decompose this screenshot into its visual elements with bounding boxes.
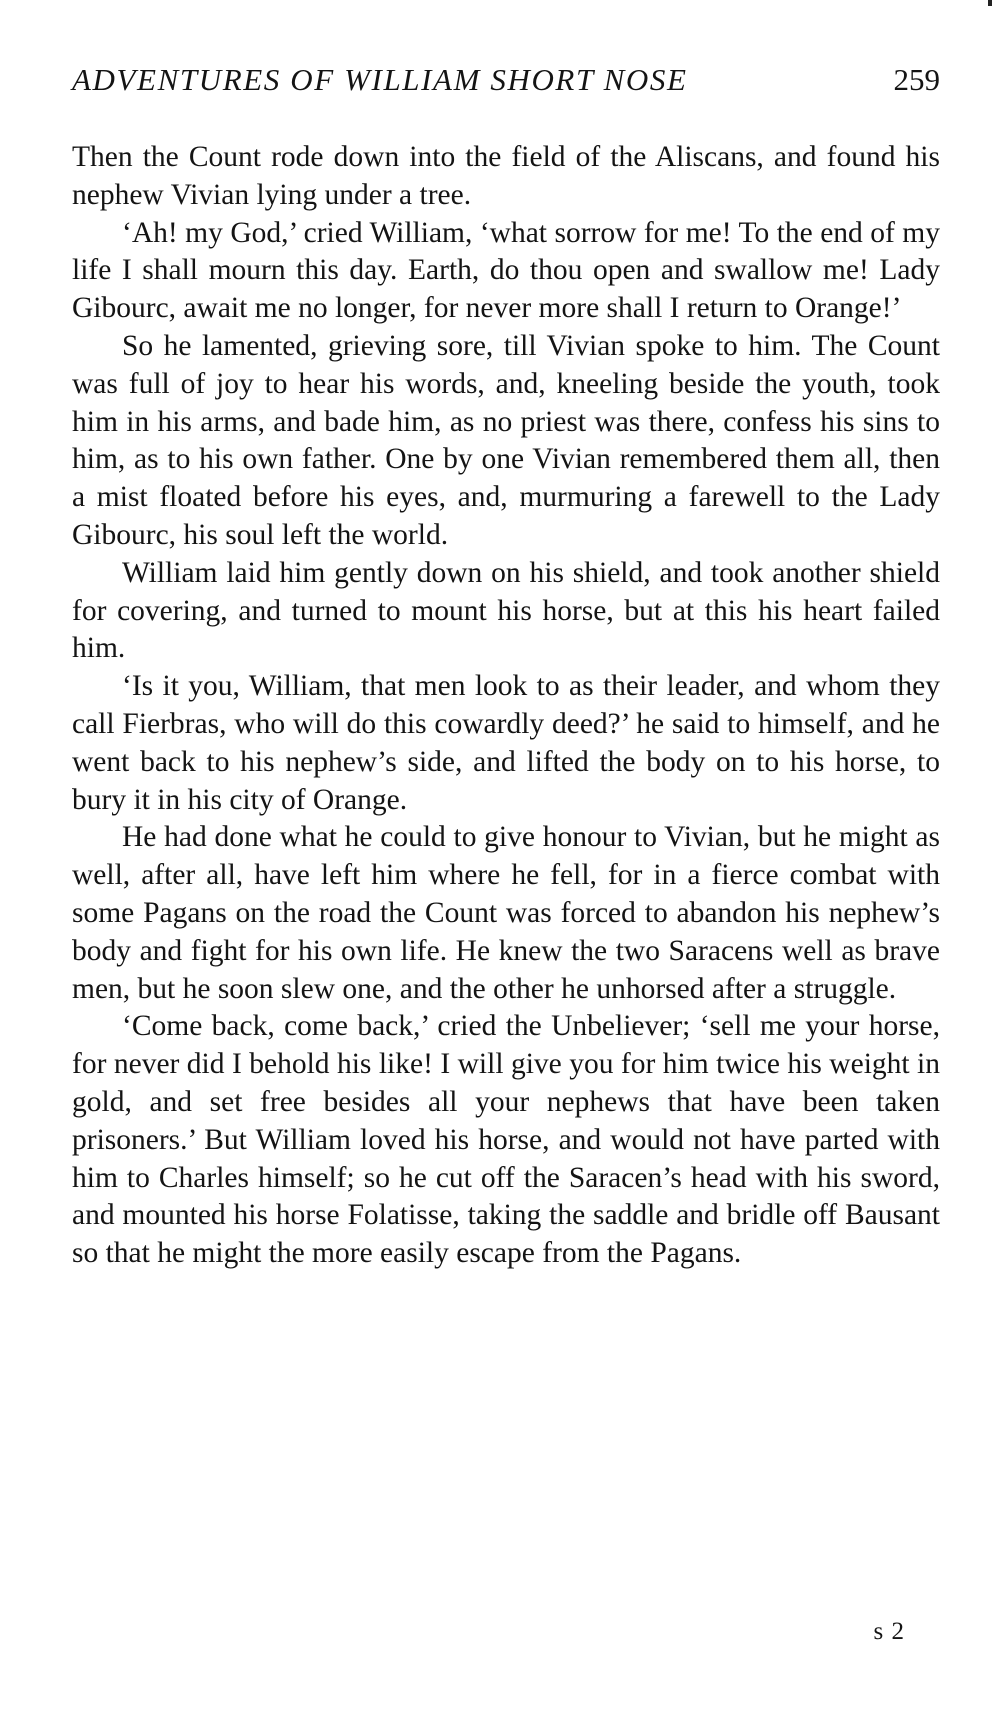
scan-mark — [988, 0, 992, 6]
paragraph: ‘Come back, come back,’ cried the Unbeliever; ‘sell me your horse, for never did I behold his like! I will give you for him twice his weight in gold, and set free besides all your nephews that have been taken prisoners.’ But William loved his horse, and would not have parted with him to Charles himself; so he cut off the Saracen’s head with his sword, and mounted his horse Folatisse, taking the saddle and bridle off Bausant so that he might the more easily escape from the Pagans. — [72, 1010, 940, 1270]
paragraph: ‘Ah! my God,’ cried William, ‘what sorrow for me! To the end of my life I shall mourn this day. Earth, do thou open and swallow me! Lady Gibourc, await me no longer, for never more shall I return to Orange!’ — [72, 216, 940, 325]
paragraph: ‘Is it you, William, that men look to as their leader, and whom they call Fierbras, who will do this cowardly deed?’ he said to himself, and he went back to his nephew’s side, and lifted the body on to his horse, to bury it in his city of Orange. — [72, 670, 940, 816]
paragraph: He had done what he could to give honour to Vivian, but he might as well, after all, have left him where he fell, for in a fierce combat with some Pagans on the road the Count was forced to abandon his nephew’s body and fight for his own life. He knew the two Saracens well as brave men, but he soon slew one, and the other he unhorsed after a struggle. — [72, 821, 940, 1005]
paragraph: So he lamented, grieving sore, till Vivian spoke to him. The Count was full of joy to hear his words, and, kneeling beside the youth, took him in his arms, and bade him, as no priest was there, confess his sins to him, as to his own father. One by one Vivian remembered them all, then a mist floated before his eyes, and, murmuring a farewell to the Lady Gibourc, his soul left the world. — [72, 329, 940, 551]
running-head — [72, 62, 940, 102]
page-number: 259 — [893, 62, 940, 97]
signature-mark: s 2 — [873, 1618, 905, 1645]
paragraph: William laid him gently down on his shield, and took another shield for covering, and turned to mount his horse, but at this his heart failed him. — [72, 556, 940, 665]
paragraph: Then the Count rode down into the field of the Aliscans, and found his nephew Vivian lying under a tree. — [72, 141, 940, 211]
text-body — [72, 139, 940, 1273]
running-title: ADVENTURES OF WILLIAM SHORT NOSE — [72, 62, 688, 97]
